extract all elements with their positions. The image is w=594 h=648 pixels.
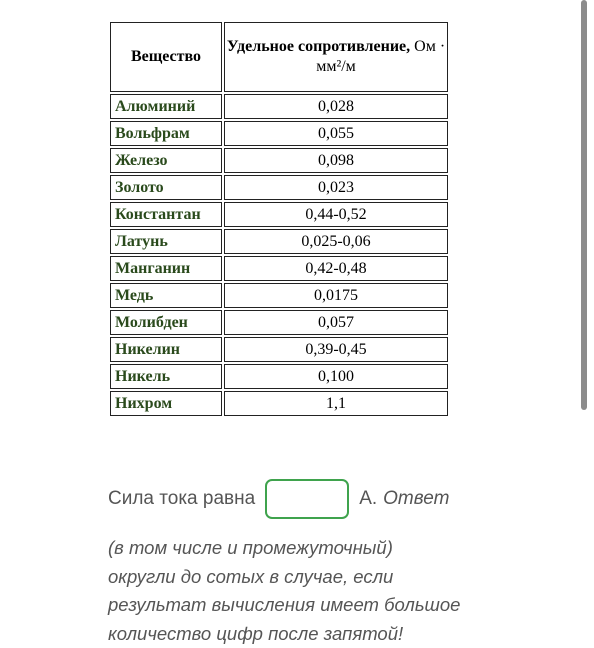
value-cell: 0,100	[224, 364, 448, 389]
answer-input[interactable]	[265, 479, 349, 519]
table-row	[110, 256, 448, 281]
table-row	[110, 94, 448, 119]
table-row	[110, 148, 448, 173]
hint-line: округли до сотых в случае, если	[108, 563, 468, 592]
table-row	[110, 283, 448, 308]
substance-cell: Алюминий	[110, 94, 222, 119]
table-row	[110, 229, 448, 254]
hint-line: (в том числе и промежуточный)	[108, 534, 468, 563]
table-row	[110, 391, 448, 416]
value-cell: 1,1	[224, 391, 448, 416]
substance-cell: Молибден	[110, 310, 222, 335]
header-resistivity-title: Удельное сопротивление,	[227, 38, 410, 55]
substance-cell: Медь	[110, 283, 222, 308]
table-row	[110, 364, 448, 389]
substance-cell: Нихром	[110, 391, 222, 416]
vertical-scrollbar[interactable]	[581, 0, 587, 410]
value-cell: 0,055	[224, 121, 448, 146]
hint-line: результат вычисления имеет большое	[108, 591, 468, 620]
header-resistivity	[224, 22, 448, 92]
answer-line	[108, 476, 449, 522]
rounding-hint	[108, 534, 468, 648]
hint-line: количество цифр после запятой!	[108, 620, 468, 648]
table-row	[110, 337, 448, 362]
header-resistivity-unit-1: Ом ·	[414, 38, 445, 55]
header-substance: Вещество	[110, 22, 222, 92]
value-cell: 0,44-0,52	[224, 202, 448, 227]
value-cell: 0,057	[224, 310, 448, 335]
substance-cell: Золото	[110, 175, 222, 200]
value-cell: 0,098	[224, 148, 448, 173]
table-header-row	[110, 22, 448, 92]
resistivity-table	[108, 20, 450, 418]
value-cell: 0,028	[224, 94, 448, 119]
answer-prefix: Сила тока равна	[108, 488, 255, 510]
substance-cell: Никель	[110, 364, 222, 389]
substance-cell: Манганин	[110, 256, 222, 281]
substance-cell: Константан	[110, 202, 222, 227]
substance-cell: Железо	[110, 148, 222, 173]
table-row	[110, 175, 448, 200]
table-row	[110, 121, 448, 146]
value-cell: 0,023	[224, 175, 448, 200]
table-row	[110, 310, 448, 335]
value-cell: 0,025-0,06	[224, 229, 448, 254]
substance-cell: Никелин	[110, 337, 222, 362]
substance-cell: Латунь	[110, 229, 222, 254]
header-resistivity-unit-2: мм²/м	[316, 58, 356, 75]
value-cell: 0,39-0,45	[224, 337, 448, 362]
answer-unit: А.	[359, 488, 377, 510]
answer-label: Ответ	[383, 488, 449, 510]
table-row	[110, 202, 448, 227]
value-cell: 0,0175	[224, 283, 448, 308]
substance-cell: Вольфрам	[110, 121, 222, 146]
value-cell: 0,42-0,48	[224, 256, 448, 281]
